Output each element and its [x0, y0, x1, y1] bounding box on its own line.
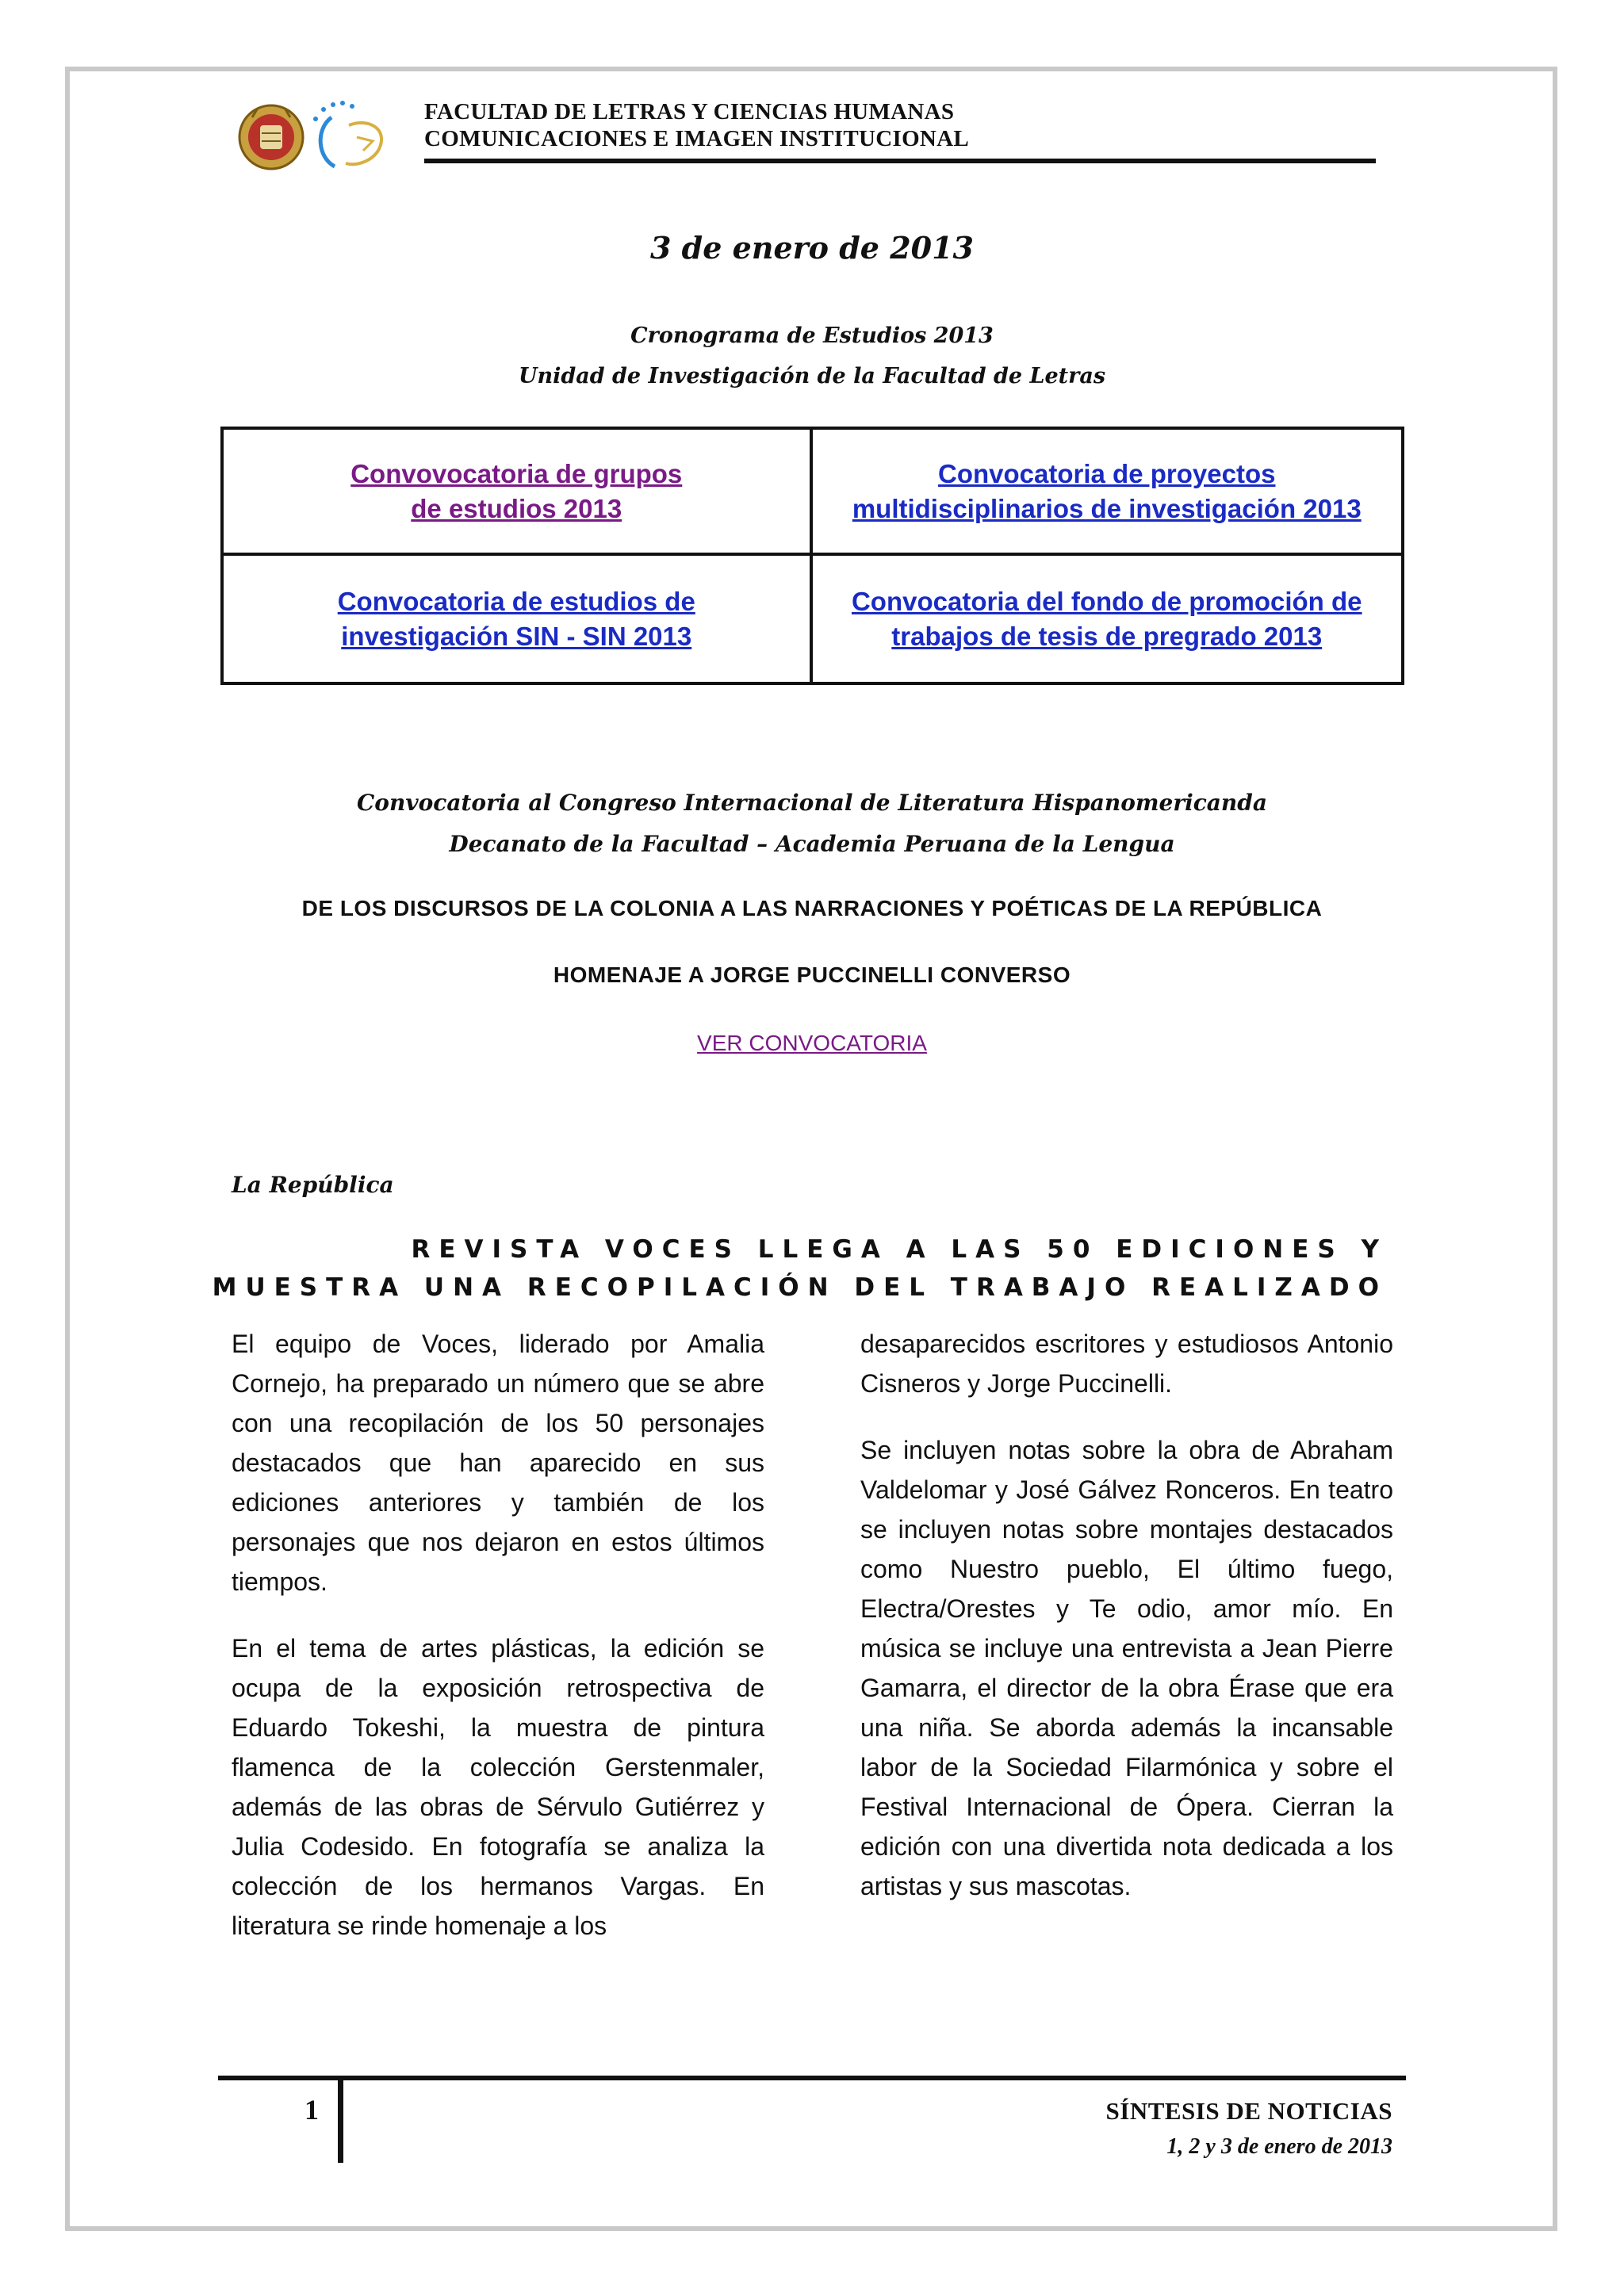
article-column-right	[860, 1324, 1393, 1933]
congress-homage: HOMENAJE A JORGE PUCCINELLI CONVERSO	[553, 962, 1071, 987]
paragraph: El equipo de Voces, liderado por Amalia Cornejo, ha preparado un número que se abre con una recopilación de los 50 personajes destacados que han aparecido en sus ediciones anteriores y también de los personajes que nos dejaron en estos últimos tiempos.	[232, 1330, 764, 1596]
headline-line-1: REVISTA VOCES LLEGA A LAS 50 EDICIONES Y	[411, 1235, 1388, 1264]
paragraph: Se incluyen notas sobre la obra de Abraham Valdelomar y José Gálvez Ronceros. En teatro se incluyen notas sobre montajes destacados como Nuestro pueblo, El último fuego, Electra/Orestes y Te odio, amor mío. En música se incluye una entrevista a Jean Pierre Gamarra, el director de la obra Érase que era una niña. Se aborda además la incansable labor de la Sociedad Filarmónica y sobre el Festival Internacional de Ópera. Cierran la edición con una divertida nota dedicada a los artistas y sus mascotas.	[860, 1436, 1393, 1900]
paragraph: En el tema de artes plásticas, la edición se ocupa de la exposición retrospectiva de Eduardo Tokeshi, la muestra de pintura flamenca de la colección Gerstenmaler, además de las obras de Sérvulo Gutiérrez y Julia Codesido. En fotografía se analiza la colección de los hermanos Vargas. En literatura se rinde homenaje a los	[232, 1634, 764, 1940]
headline-line-2: MUESTRA UNA RECOPILACIÓN DEL TRABAJO REALIZADO	[212, 1273, 1388, 1302]
section2-title: Convocatoria al Congreso Internacional de Literatura Hispanomericanda	[357, 790, 1267, 816]
header-line-2: COMUNICACIONES E IMAGEN INSTITUCIONAL	[424, 126, 970, 151]
page-number: 1	[304, 2094, 319, 2126]
footer-title: SÍNTESIS DE NOTICIAS	[1105, 2097, 1392, 2125]
table-cell	[813, 430, 1402, 556]
section1-title: Cronograma de Estudios 2013	[630, 323, 994, 348]
page-date: 3 de enero de 2013	[650, 230, 974, 266]
link-line: Convovocatoria de grupos	[350, 458, 683, 488]
footer-vertical-divider	[338, 2076, 343, 2163]
footer-dates: 1, 2 y 3 de enero de 2013	[1166, 2134, 1392, 2159]
university-seal-icon	[239, 105, 303, 169]
ver-convocatoria-link-wrap	[0, 1031, 1624, 1056]
section2-subtitle: Decanato de la Facultad – Academia Peruana de la Lengua	[449, 831, 1175, 857]
link-proyectos-multidisciplinarios[interactable]	[852, 457, 1362, 526]
link-line: de estudios 2013	[411, 493, 622, 523]
congress-theme: DE LOS DISCURSOS DE LA COLONIA A LAS NARRACIONES Y POÉTICAS DE LA REPÚBLICA	[301, 896, 1323, 920]
link-line: Convocatoria de proyectos	[938, 458, 1276, 488]
link-grupos-estudios[interactable]	[350, 457, 682, 526]
article-headline	[213, 1230, 1388, 1307]
link-line: trabajos de tesis de pregrado 2013	[891, 621, 1323, 651]
faculty-logo-icon	[313, 101, 381, 166]
header-logos	[238, 94, 404, 181]
header-text	[424, 98, 969, 152]
table-cell	[224, 430, 813, 556]
footer-divider	[218, 2076, 1406, 2080]
table-cell	[813, 556, 1402, 682]
header-divider	[424, 159, 1376, 163]
section1-subtitle: Unidad de Investigación de la Facultad de Letras	[518, 364, 1106, 388]
table-cell	[224, 556, 813, 682]
article-column-left	[232, 1324, 764, 1973]
ver-convocatoria-link[interactable]: VER CONVOCATORIA	[697, 1031, 927, 1055]
paragraph: desaparecidos escritores y estudiosos Antonio Cisneros y Jorge Puccinelli.	[860, 1330, 1393, 1398]
link-line: multidisciplinarios de investigación 2013	[852, 493, 1362, 523]
article-source: La República	[232, 1172, 394, 1198]
link-line: Convocatoria de estudios de	[337, 586, 695, 616]
link-line: investigación SIN - SIN 2013	[341, 621, 692, 651]
link-line: Convocatoria del fondo de promoción de	[851, 586, 1362, 616]
link-fondo-tesis[interactable]	[852, 584, 1362, 654]
link-estudios-sin[interactable]	[338, 584, 695, 654]
header-line-1: FACULTAD DE LETRAS Y CIENCIAS HUMANAS	[424, 99, 955, 124]
convocatorias-table	[220, 427, 1404, 685]
